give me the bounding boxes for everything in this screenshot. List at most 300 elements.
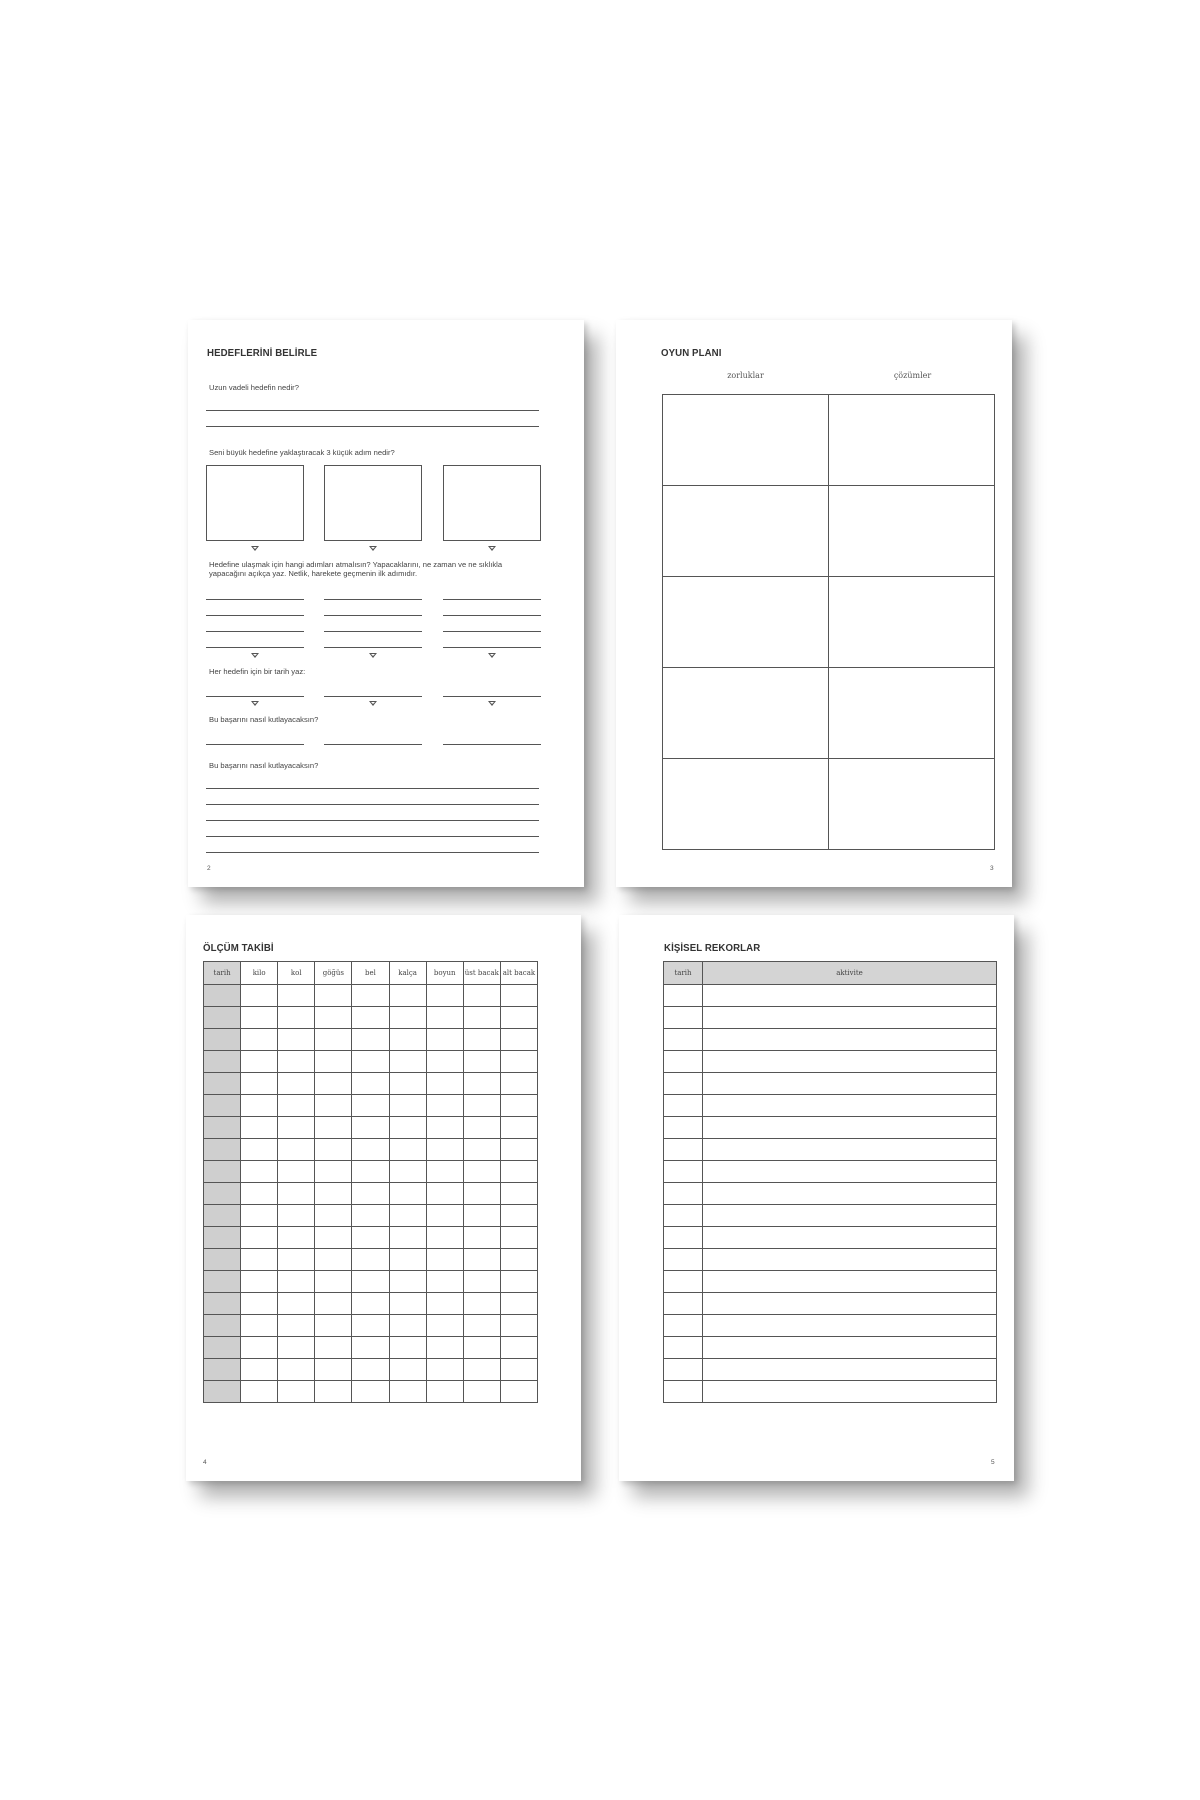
value-cell [241,1007,278,1029]
value-cell [278,1007,315,1029]
value-cell [500,1205,537,1227]
date-cell [204,1293,241,1315]
table-row [204,1359,538,1381]
answer-line [206,852,539,853]
value-cell [352,1029,389,1051]
table-row [204,1205,538,1227]
table-row [664,985,997,1007]
activity-cell [703,1183,997,1205]
table-row [664,1359,997,1381]
date-cell [204,1161,241,1183]
table-row [204,1117,538,1139]
value-cell [463,1183,500,1205]
date-cell [664,1315,703,1337]
date-cell [204,1271,241,1293]
answer-line [324,647,422,648]
value-cell [500,1271,537,1293]
challenge-cell [662,394,829,486]
challenge-cell [662,758,829,850]
table-row [664,1029,997,1051]
value-cell [463,1293,500,1315]
value-cell [278,1271,315,1293]
solution-cell [828,667,995,759]
value-cell [463,1227,500,1249]
table-row [664,1073,997,1095]
table-row [204,1315,538,1337]
value-cell [426,1337,463,1359]
value-cell [315,1029,352,1051]
value-cell [315,1183,352,1205]
column-header: kalça [389,962,426,985]
question-actions: Hedefine ulaşmak için hangi adımları atmalısın? Yapacaklarını, ne zaman ve ne sıklıkla yapacağını açıkça yaz. Netlik, harekete geçmenin ilk adımıdır. [209,560,503,578]
value-cell [278,1139,315,1161]
page-title: ÖLÇÜM TAKİBİ [203,942,274,954]
value-cell [352,1293,389,1315]
answer-line [206,631,304,632]
challenge-cell [662,576,829,668]
value-cell [241,1029,278,1051]
date-cell [204,1051,241,1073]
value-cell [500,1095,537,1117]
table-row [664,1381,997,1403]
value-cell [315,1117,352,1139]
value-cell [278,1095,315,1117]
activity-cell [703,1293,997,1315]
value-cell [426,1381,463,1403]
value-cell [315,985,352,1007]
activity-cell [703,985,997,1007]
solution-cell [828,576,995,668]
question-small-steps: Seni büyük hedefine yaklaştıracak 3 küçük adım nedir? [209,448,395,457]
value-cell [500,985,537,1007]
table-row [204,1095,538,1117]
column-header: kilo [241,962,278,985]
value-cell [500,1249,537,1271]
activity-cell [703,1161,997,1183]
value-cell [426,1073,463,1095]
value-cell [241,1249,278,1271]
value-cell [389,1051,426,1073]
date-cell [664,1007,703,1029]
answer-line [206,647,304,648]
activity-cell [703,1051,997,1073]
value-cell [389,1183,426,1205]
table-row [664,1161,997,1183]
page-number: 2 [207,865,211,872]
answer-line [324,615,422,616]
activity-cell [703,1227,997,1249]
value-cell [241,1381,278,1403]
value-cell [463,1073,500,1095]
value-cell [389,985,426,1007]
value-cell [315,1381,352,1403]
value-cell [315,1271,352,1293]
date-cell [204,1337,241,1359]
value-cell [463,1205,500,1227]
value-cell [278,1029,315,1051]
value-cell [426,1249,463,1271]
activity-cell [703,1315,997,1337]
value-cell [315,1095,352,1117]
answer-line [206,426,539,427]
value-cell [241,1183,278,1205]
value-cell [426,1051,463,1073]
value-cell [389,1161,426,1183]
question-long-term-goal: Uzun vadeli hedefin nedir? [209,383,299,392]
value-cell [352,1359,389,1381]
records-table [663,961,997,1403]
date-cell [204,1139,241,1161]
value-cell [315,1007,352,1029]
answer-line [324,696,422,697]
value-cell [500,1315,537,1337]
answer-line [443,631,541,632]
value-cell [241,1205,278,1227]
value-cell [500,1139,537,1161]
date-cell [204,1227,241,1249]
date-cell [664,1051,703,1073]
value-cell [463,1271,500,1293]
arrow-down-icon [251,701,259,706]
value-cell [389,1227,426,1249]
value-cell [352,1249,389,1271]
page-title: OYUN PLANI [661,347,722,359]
value-cell [500,1051,537,1073]
page-title: HEDEFLERİNİ BELİRLE [207,347,318,359]
date-cell [664,1205,703,1227]
value-cell [463,1381,500,1403]
question-celebrate-1: Bu başarını nasıl kutlayacaksın? [209,715,319,724]
date-cell [204,1381,241,1403]
value-cell [463,985,500,1007]
value-cell [315,1359,352,1381]
column-header: boyun [426,962,463,985]
value-cell [352,1381,389,1403]
value-cell [241,1117,278,1139]
answer-line [324,631,422,632]
value-cell [463,1029,500,1051]
value-cell [426,1095,463,1117]
table-row [204,1073,538,1095]
value-cell [278,1117,315,1139]
arrow-down-icon [251,546,259,551]
value-cell [352,1117,389,1139]
answer-line [206,615,304,616]
answer-line [206,820,539,821]
answer-line [206,836,539,837]
column-header: alt bacak [500,962,537,985]
value-cell [241,1359,278,1381]
arrow-down-icon [488,653,496,658]
column-header: kol [278,962,315,985]
table-row [664,1249,997,1271]
arrow-down-icon [488,546,496,551]
column-header: aktivite [703,962,997,985]
answer-line [206,410,539,411]
activity-cell [703,1205,997,1227]
value-cell [426,1139,463,1161]
step-box-1 [206,465,304,541]
value-cell [241,985,278,1007]
value-cell [278,1161,315,1183]
value-cell [352,1227,389,1249]
value-cell [500,1381,537,1403]
answer-line [206,788,539,789]
value-cell [278,985,315,1007]
date-cell [664,1139,703,1161]
measurement-table [203,961,538,1403]
column-header-solutions: çözümler [893,371,932,380]
answer-line [443,696,541,697]
date-cell [204,1183,241,1205]
activity-cell [703,1271,997,1293]
value-cell [241,1293,278,1315]
value-cell [241,1271,278,1293]
activity-cell [703,1029,997,1051]
table-row [204,1227,538,1249]
column-header: tarih [204,962,241,985]
value-cell [426,1029,463,1051]
table-row [664,1007,997,1029]
answer-line [443,599,541,600]
question-dates: Her hedefin için bir tarih yaz: [209,667,306,676]
table-row [664,1095,997,1117]
date-cell [204,1007,241,1029]
step-box-2 [324,465,422,541]
value-cell [241,1161,278,1183]
table-row [204,1007,538,1029]
page-personal-records [619,915,1014,1481]
value-cell [241,1315,278,1337]
date-cell [664,1227,703,1249]
value-cell [389,1337,426,1359]
table-row [204,985,538,1007]
value-cell [389,1007,426,1029]
table-row [204,1271,538,1293]
value-cell [315,1205,352,1227]
table-row [204,1161,538,1183]
value-cell [389,1029,426,1051]
value-cell [241,1095,278,1117]
table-row [664,1051,997,1073]
arrow-down-icon [369,546,377,551]
date-cell [664,1271,703,1293]
page-number: 5 [991,1459,995,1466]
activity-cell [703,1139,997,1161]
page-goals [188,320,584,887]
value-cell [389,1139,426,1161]
value-cell [463,1359,500,1381]
page-number: 3 [990,865,994,872]
answer-line [443,647,541,648]
value-cell [315,1227,352,1249]
table-row [664,1139,997,1161]
value-cell [278,1315,315,1337]
value-cell [426,1359,463,1381]
value-cell [278,1359,315,1381]
date-cell [204,1029,241,1051]
value-cell [315,1315,352,1337]
arrow-down-icon [369,653,377,658]
table-row [204,1051,538,1073]
table-row [204,1293,538,1315]
value-cell [463,1007,500,1029]
date-cell [204,1073,241,1095]
value-cell [500,1337,537,1359]
date-cell [204,985,241,1007]
value-cell [463,1337,500,1359]
activity-cell [703,1359,997,1381]
answer-line [443,744,541,745]
value-cell [241,1337,278,1359]
column-header: üst bacak [463,962,500,985]
date-cell [204,1359,241,1381]
value-cell [463,1249,500,1271]
date-cell [664,1381,703,1403]
value-cell [426,1293,463,1315]
date-cell [204,1249,241,1271]
value-cell [352,1315,389,1337]
value-cell [278,1293,315,1315]
answer-line [206,744,304,745]
value-cell [241,1139,278,1161]
value-cell [389,1293,426,1315]
date-cell [664,1095,703,1117]
value-cell [389,1271,426,1293]
answer-line [324,744,422,745]
activity-cell [703,1249,997,1271]
value-cell [500,1029,537,1051]
value-cell [463,1051,500,1073]
value-cell [352,1271,389,1293]
date-cell [204,1117,241,1139]
arrow-down-icon [251,653,259,658]
value-cell [352,1139,389,1161]
table-row [664,1183,997,1205]
question-celebrate-2: Bu başarını nasıl kutlayacaksın? [209,761,319,770]
date-cell [664,1249,703,1271]
value-cell [278,1205,315,1227]
value-cell [426,1161,463,1183]
table-row [664,1271,997,1293]
value-cell [500,1073,537,1095]
date-cell [204,1205,241,1227]
value-cell [352,1051,389,1073]
value-cell [426,1205,463,1227]
table-row [664,1227,997,1249]
value-cell [278,1249,315,1271]
value-cell [389,1205,426,1227]
table-row [664,1117,997,1139]
value-cell [500,1359,537,1381]
value-cell [315,1337,352,1359]
date-cell [664,1073,703,1095]
table-row [204,1139,538,1161]
table-row [204,1337,538,1359]
date-cell [664,1359,703,1381]
value-cell [315,1139,352,1161]
date-cell [664,1183,703,1205]
value-cell [278,1073,315,1095]
table-row [664,1205,997,1227]
column-header: tarih [664,962,703,985]
table-row [664,1337,997,1359]
answer-line [206,696,304,697]
activity-cell [703,1381,997,1403]
page-measurement-tracking [186,915,581,1481]
value-cell [389,1315,426,1337]
value-cell [426,1227,463,1249]
answer-line [443,615,541,616]
date-cell [664,985,703,1007]
value-cell [352,1007,389,1029]
value-cell [389,1095,426,1117]
value-cell [463,1095,500,1117]
column-header: göğüs [315,962,352,985]
column-header-challenges: zorluklar [727,371,764,380]
solution-cell [828,394,995,486]
date-cell [204,1315,241,1337]
answer-line [206,599,304,600]
table-row [664,1293,997,1315]
value-cell [352,1337,389,1359]
value-cell [389,1359,426,1381]
value-cell [389,1073,426,1095]
value-cell [500,1227,537,1249]
value-cell [389,1381,426,1403]
page-number: 4 [203,1459,207,1466]
page-title: KİŞİSEL REKORLAR [664,942,761,954]
column-header: bel [352,962,389,985]
value-cell [500,1161,537,1183]
value-cell [352,1205,389,1227]
date-cell [204,1095,241,1117]
value-cell [315,1051,352,1073]
answer-line [206,804,539,805]
value-cell [500,1183,537,1205]
date-cell [664,1293,703,1315]
value-cell [315,1249,352,1271]
value-cell [241,1051,278,1073]
value-cell [315,1161,352,1183]
value-cell [352,1073,389,1095]
value-cell [500,1007,537,1029]
value-cell [426,985,463,1007]
value-cell [426,1315,463,1337]
value-cell [426,1183,463,1205]
value-cell [463,1139,500,1161]
value-cell [500,1117,537,1139]
value-cell [352,1161,389,1183]
value-cell [278,1183,315,1205]
value-cell [315,1073,352,1095]
value-cell [352,985,389,1007]
step-box-3 [443,465,541,541]
solution-cell [828,758,995,850]
challenge-cell [662,485,829,577]
value-cell [278,1051,315,1073]
date-cell [664,1161,703,1183]
value-cell [352,1183,389,1205]
value-cell [426,1007,463,1029]
value-cell [241,1227,278,1249]
value-cell [463,1117,500,1139]
table-row [204,1381,538,1403]
value-cell [241,1073,278,1095]
table-row [204,1029,538,1051]
arrow-down-icon [369,701,377,706]
arrow-down-icon [488,701,496,706]
